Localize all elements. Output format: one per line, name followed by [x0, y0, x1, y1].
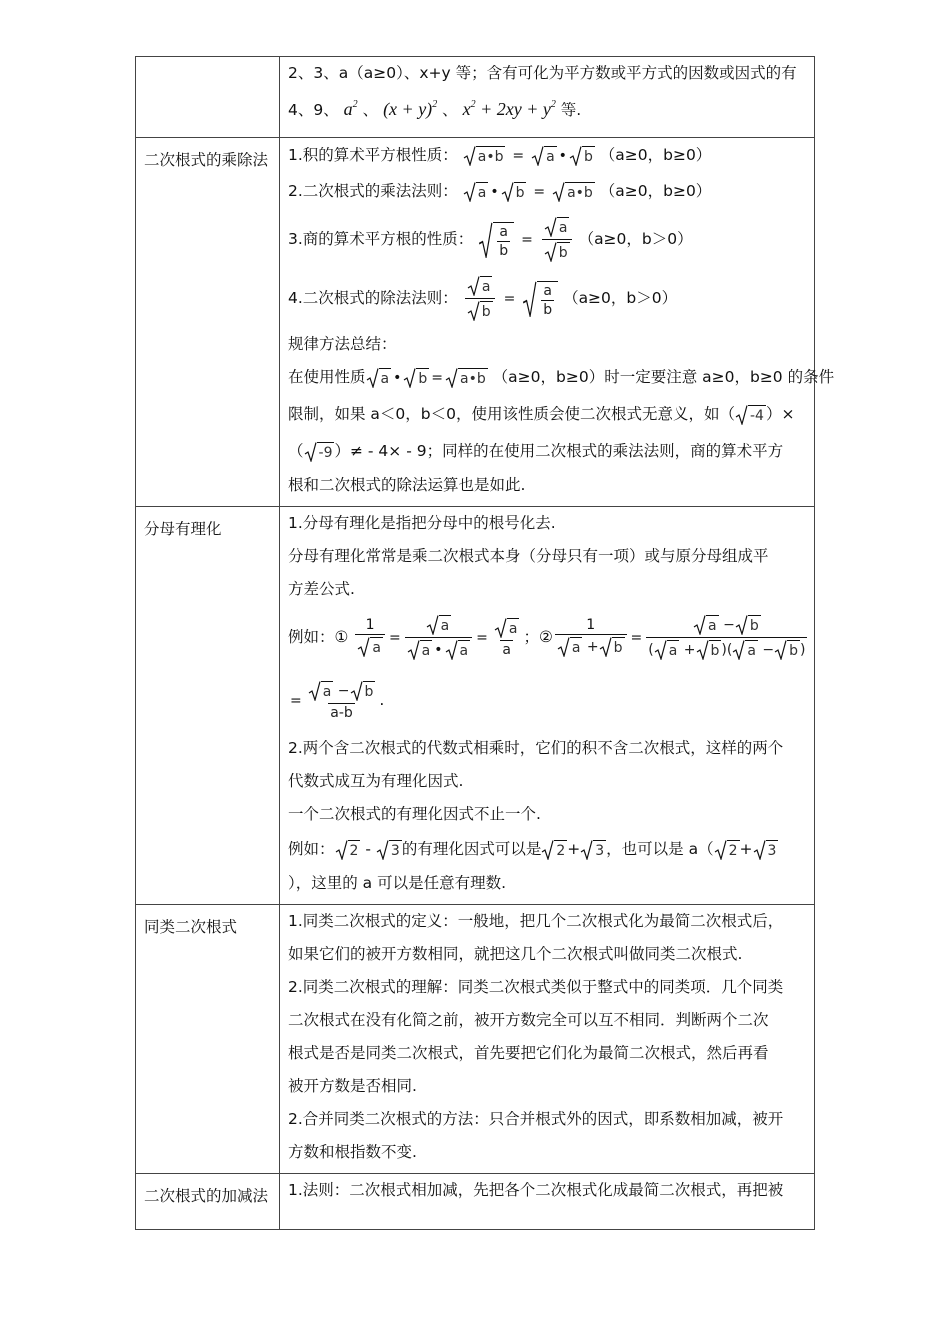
text-line: 根和二次根式的除法运算也是如此.	[288, 476, 526, 494]
text-line: 限制，如果 a＜0，b＜0，使用该性质会使二次根式无意义，如（ -4 ）×	[288, 405, 795, 424]
radical: 3	[376, 840, 402, 860]
content-cell	[280, 507, 815, 905]
topic-cell: 二次根式的加减法	[136, 1174, 280, 1230]
radical: 2	[335, 840, 361, 860]
text-line: 2、3、a（a≥0）、x+y 等；含有可化为平方数或平方式的因数或因式的有	[288, 64, 797, 82]
condition: （a≥0，b≥0）	[599, 182, 712, 200]
text-fragment: 2.二次根式的乘法法则：	[288, 182, 458, 200]
text-line: 方数和根指数不变.	[288, 1143, 417, 1161]
content-cell	[280, 138, 835, 507]
text-line: 例如：① $\frac{1}{a}$ = a a • a = $\frac{a}{a}$ ；② 1 a + b = a − b ( a + b )( a − b )	[288, 617, 806, 659]
fraction: $\frac{a}{b}$	[542, 217, 572, 262]
topic-cell: 二次根式的乘除法	[136, 138, 280, 507]
text-fragment: 、	[442, 101, 458, 119]
text-line: 1.法则：二次根式相加减，先把各个二次根式化成最简二次根式，再把被	[288, 1181, 784, 1199]
fraction: $\frac{a}{a}$	[492, 618, 522, 657]
text-line: 2.两个含二次根式的代数式相乘时，它们的积不含二次根式，这样的两个	[288, 739, 784, 757]
radical: -4	[735, 405, 766, 425]
fraction: a − b ( a + b )( a − b )	[648, 617, 806, 659]
radical: b	[501, 182, 527, 202]
radical: a•b	[552, 182, 595, 202]
radical: a•b	[463, 146, 506, 166]
text-line: （ -9 ）≠ - 4× - 9；同样的在使用二次根式的乘法法则，商的算术平方	[288, 442, 784, 461]
text-line: 2.合并同类二次根式的方法：只合并根式外的因式，即系数相加减，被开	[288, 1110, 784, 1128]
text-line: 一个二次根式的有理化因式不止一个.	[288, 805, 541, 823]
text-line: 3.商的算术平方根的性质： $\frac{a}{b}$ = $\frac{a}{b}$ （a≥0，b＞0）	[288, 210, 808, 269]
topic-cell: 同类二次根式	[136, 905, 280, 1174]
text-line: 1.积的算术平方根性质： a•b = a • b （a≥0，b≥0）	[288, 146, 712, 165]
knowledge-table	[135, 56, 835, 1230]
topic-cell: 分母有理化	[136, 507, 280, 905]
condition: （a≥0，b＞0）	[578, 230, 693, 248]
fraction: $\frac{1}{a}$	[355, 618, 385, 657]
text-line: 二次根式在没有化简之前，被开方数完全可以互不相同．判断两个二次	[288, 1011, 769, 1029]
radical: $\frac{a}{b}$	[478, 222, 514, 258]
radical: -9	[304, 442, 335, 462]
text-line: 1.同类二次根式的定义：一般地，把几个二次根式化为最简二次根式后，	[288, 912, 784, 930]
text-line: 在使用性质 a • b = a•b （a≥0，b≥0）时一定要注意 a≥0，b≥0 的条件	[288, 368, 835, 387]
radical: a	[531, 146, 557, 166]
math-quadratic: $x^2 + 2xy + y^2$	[462, 99, 556, 119]
text-line: 如果它们的被开方数相同，就把这几个二次根式叫做同类二次根式.	[288, 945, 743, 963]
radical: b	[569, 146, 595, 166]
topic-cell	[136, 57, 280, 138]
text-line: 例如： 2 - 3 的有理化因式可以是 2 + 3 ，也可以是 a（ 2 + 3	[288, 840, 777, 859]
text-line: 4.二次根式的除法法则： $\frac{a}{b}$ = $\frac{a}{b}$ （a≥0，b＞0）	[288, 269, 808, 328]
text-line: ），这里的 a 可以是任意有理数.	[288, 874, 507, 892]
table-row	[136, 507, 815, 905]
text-fragment: 等.	[560, 101, 582, 119]
text-line: 方差公式.	[288, 580, 355, 598]
radical: 2	[714, 840, 740, 860]
text-line: 代数式成互为有理化因式.	[288, 772, 464, 790]
content-cell	[280, 1174, 815, 1230]
radical: a	[366, 368, 392, 388]
text-line: 分母有理化常常是乘二次根式本身（分母只有一项）或与原分母组成平	[288, 547, 769, 565]
content-cell	[280, 905, 815, 1174]
radical: a•b	[445, 368, 488, 388]
text-line: 规律方法总结：	[288, 335, 397, 353]
text-line: 1.分母有理化是指把分母中的根号化去.	[288, 514, 556, 532]
table-row	[136, 138, 815, 507]
text-fragment: 3.商的算术平方根的性质：	[288, 230, 474, 248]
radical: a	[463, 182, 489, 202]
fraction: $\frac{a}{b}$	[465, 276, 495, 321]
text-line: 根式是否是同类二次根式，首先要把它们化为最简二次根式，然后再看	[288, 1044, 769, 1062]
table-row	[136, 1174, 815, 1230]
radical: $\frac{a}{b}$	[522, 281, 558, 317]
radical: b	[403, 368, 429, 388]
table-row	[136, 905, 815, 1174]
text-fragment: 、	[362, 101, 379, 119]
fraction: a − b a-b	[306, 681, 378, 720]
condition: （a≥0，b≥0）	[599, 146, 712, 164]
fraction: 1 a + b	[555, 618, 627, 657]
text-fragment: 4、9、	[288, 101, 339, 119]
radical: 3	[753, 840, 779, 860]
fraction: a a • a	[405, 615, 472, 660]
condition: （a≥0，b＞0）	[563, 289, 678, 307]
radical: 2	[541, 840, 567, 860]
table-row	[136, 57, 815, 138]
text-line: 2.二次根式的乘法法则： a • b = a•b （a≥0，b≥0）	[288, 182, 712, 201]
text-line: 被开方数是否相同.	[288, 1077, 417, 1095]
text-fragment: 1.积的算术平方根性质：	[288, 146, 458, 164]
radical: 3	[580, 840, 606, 860]
math-a-squared: $a^2$	[343, 99, 358, 119]
text-line	[288, 90, 808, 129]
text-line: 2.同类二次根式的理解：同类二次根式类似于整式中的同类项．几个同类	[288, 978, 784, 996]
text-line: = a − b a-b .	[290, 683, 385, 721]
text-fragment: 4.二次根式的除法法则：	[288, 289, 458, 307]
content-cell	[280, 57, 815, 138]
math-xy-squared: $(x + y)^2$	[383, 99, 438, 119]
